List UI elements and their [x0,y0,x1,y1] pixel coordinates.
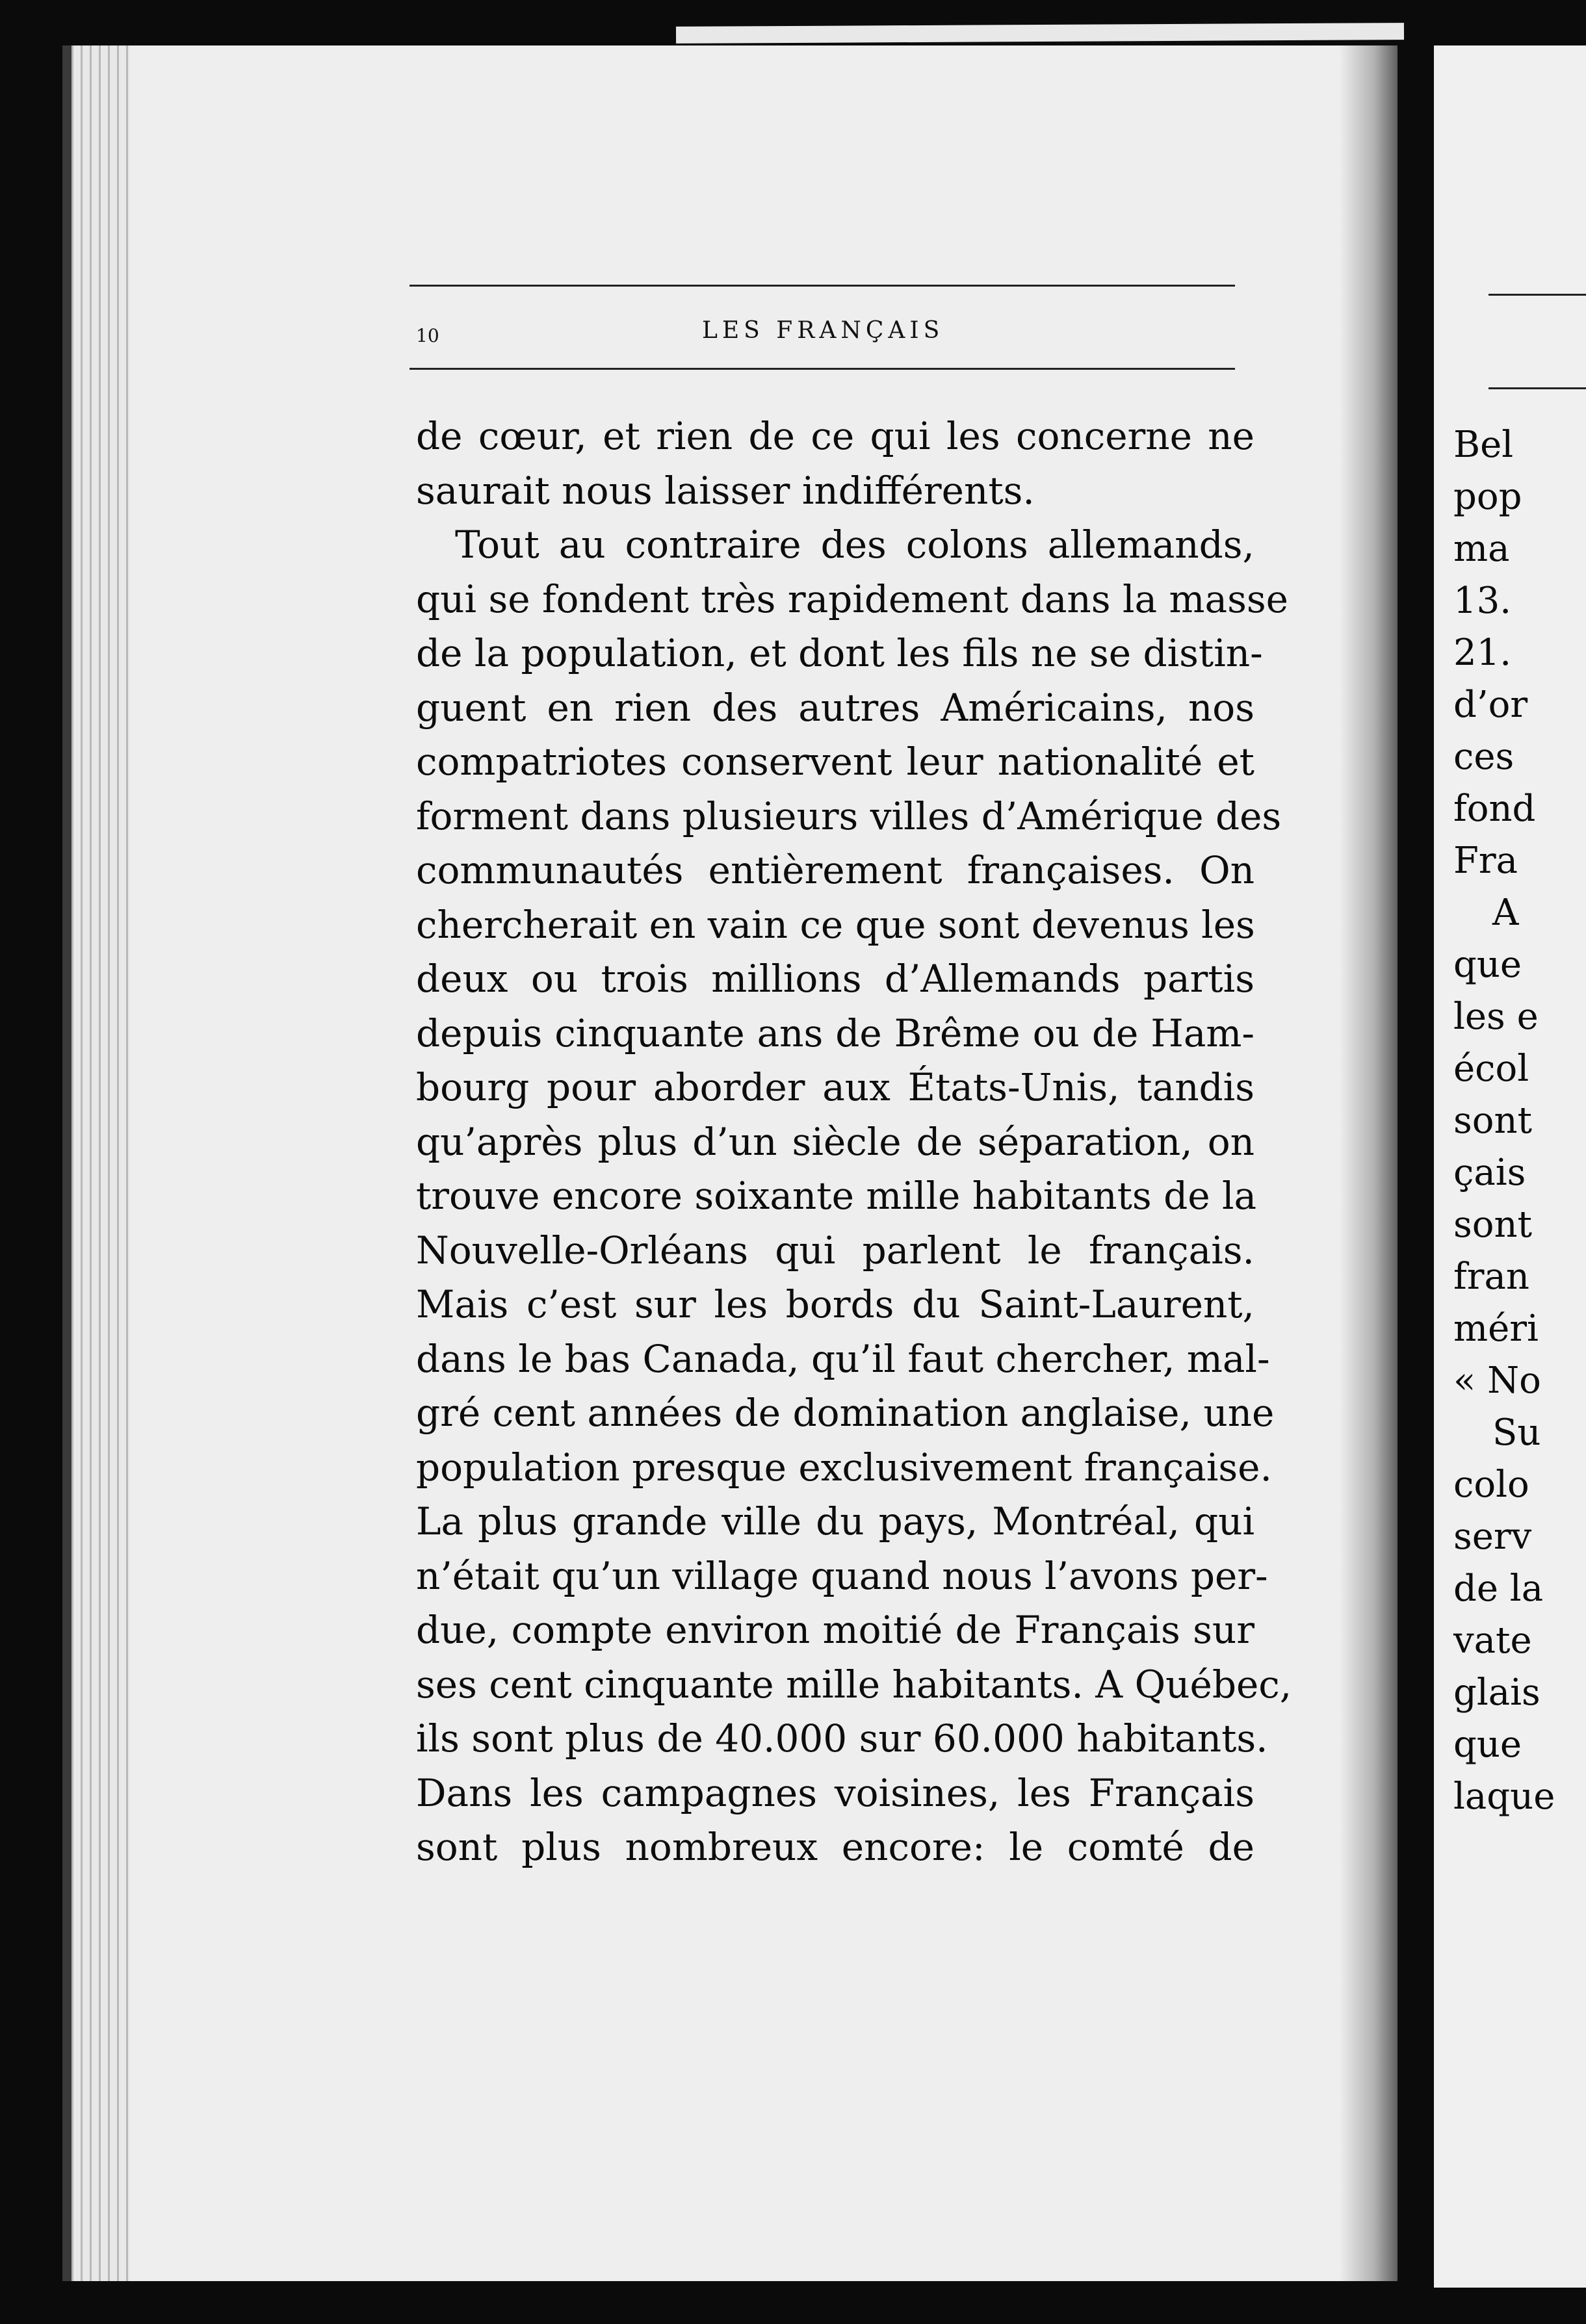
text-line: de cœur, et rien de ce qui les concerne ne [416,414,1254,458]
right-text-fragment: 21. [1453,632,1512,674]
right-text-fragment: écol [1453,1048,1529,1090]
header-rule-top [410,285,1235,287]
right-text-fragment: les e [1453,996,1539,1038]
right-text-fragment: serv [1453,1516,1532,1558]
text-line: trouve encore soixante mille habitants de la [416,1174,1257,1218]
page-top-edge [676,23,1404,44]
right-text-fragment: d’or [1453,684,1528,726]
text-line: bourg pour aborder aux États-Unis, tandis [416,1065,1254,1109]
text-line: ils sont plus de 40.000 sur 60.000 habitants. [416,1716,1268,1761]
right-text-fragment: sont [1453,1204,1533,1246]
right-text-fragment: pop [1453,476,1522,518]
right-text-fragment: glais [1453,1672,1540,1714]
right-text-fragment: A [1492,892,1519,934]
text-line: n’était qu’un village quand nous l’avons per- [416,1553,1268,1598]
text-line: Nouvelle-Orléans qui parlent le français. [416,1228,1254,1272]
text-line: qui se fondent très rapidement dans la masse [416,576,1288,621]
text-line: compatriotes conservent leur nationalité et [416,740,1254,784]
right-page-text [1453,419,1586,1823]
right-text-fragment: ces [1453,736,1514,778]
right-text-fragment: de la [1453,1568,1544,1610]
header-rule-bottom [410,368,1235,370]
text-line: saurait nous laisser indifférents. [416,468,1035,513]
right-text-fragment: 13. [1453,580,1512,622]
text-line: depuis cinquante ans de Brême ou de Ham- [416,1011,1254,1055]
text-line: Mais c’est sur les bords du Saint-Laurent, [416,1282,1254,1326]
right-text-fragment: vate [1453,1620,1532,1662]
gutter-shadow [1339,45,1398,2281]
right-text-fragment: Fra [1453,840,1518,882]
text-line: due, compte environ moitié de Français sur [416,1608,1254,1652]
right-header-rule-top [1488,294,1586,296]
page-number: 10 [416,325,439,346]
text-line: chercherait en vain ce que sont devenus les [416,902,1255,947]
text-line: dans le bas Canada, qu’il faut chercher, mal- [416,1336,1270,1381]
right-text-fragment: ma [1453,528,1510,570]
right-text-fragment: que [1453,1724,1522,1766]
right-text-fragment: fond [1453,788,1536,830]
right-text-fragment: que [1453,944,1522,986]
text-line: guent en rien des autres Américains, nos [416,685,1254,730]
text-line: sont plus nombreux encore: le comté de [416,1825,1254,1869]
right-text-fragment: fran [1453,1256,1529,1298]
text-line: La plus grande ville du pays, Montréal, qui [416,1499,1254,1543]
text-line: deux ou trois millions d’Allemands partis [416,957,1254,1001]
text-line: ses cent cinquante mille habitants. A Québec, [416,1662,1292,1707]
running-title: LES FRANÇAIS [702,317,944,344]
right-text-fragment: Bel [1453,424,1514,466]
right-text-fragment: laque [1453,1775,1555,1818]
right-text-fragment: méri [1453,1308,1539,1350]
text-line: qu’après plus d’un siècle de séparation, on [416,1119,1254,1164]
right-text-fragment: Su [1492,1412,1541,1454]
text-line: Dans les campagnes voisines, les Français [416,1770,1254,1815]
right-text-fragment: çais [1453,1152,1526,1194]
body-text [416,409,1292,1875]
right-text-fragment: sont [1453,1100,1533,1142]
page-stack-edge [72,45,130,2281]
text-line: communautés entièrement françaises. On [416,848,1254,892]
text-line: population presque exclusivement française. [416,1445,1272,1490]
text-line: gré cent années de domination anglaise, une [416,1391,1275,1435]
text-line: forment dans plusieurs villes d’Amérique des [416,794,1282,838]
right-header-rule-bottom [1488,387,1586,389]
text-line: de la population, et dont les fils ne se distin- [416,631,1263,675]
text-line: Tout au contraire des colons allemands, [455,523,1254,567]
right-text-fragment: « No [1453,1360,1541,1402]
right-text-fragment: colo [1453,1464,1529,1506]
